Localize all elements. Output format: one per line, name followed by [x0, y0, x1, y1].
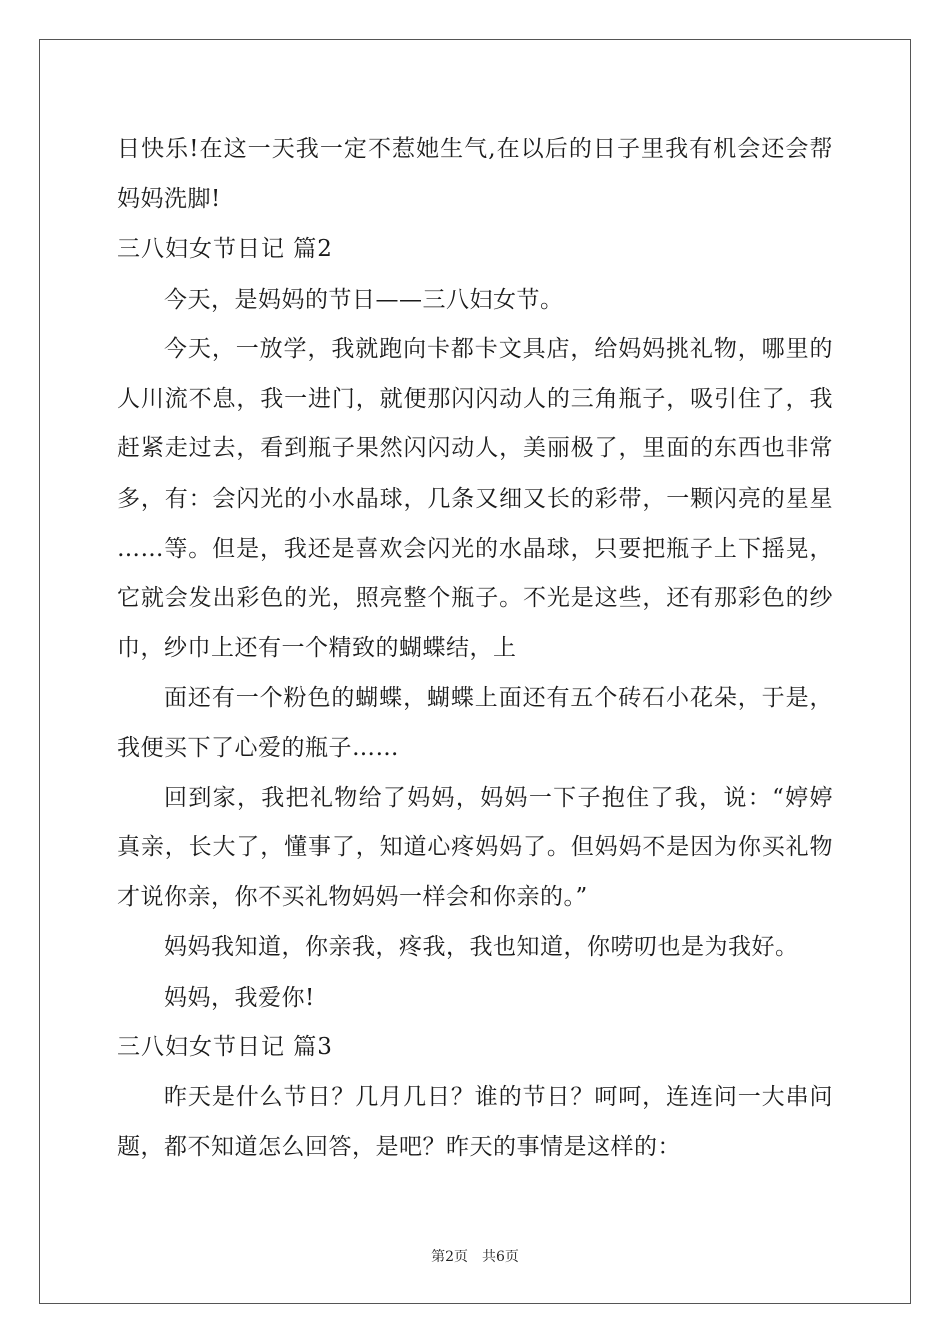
- body-line: 人川流不息，我一进门，就便那闪闪动人的三角瓶子，吸引住了，我: [117, 386, 833, 412]
- body-line: 回到家，我把礼物给了妈妈，妈妈一下子抱住了我，说：“婷婷: [164, 785, 833, 811]
- body-line: 昨天是什么节日？几月几日？谁的节日？呵呵，连连问一大串问: [164, 1084, 833, 1110]
- body-line: 日快乐!在这一天我一定不惹她生气,在以后的日子里我有机会还会帮: [117, 136, 833, 162]
- section-heading: 三八妇女节日记 篇3: [117, 1034, 333, 1060]
- body-line: 才说你亲，你不买礼物妈妈一样会和你亲的。”: [117, 884, 588, 910]
- body-line: 妈妈，我爱你!: [164, 985, 315, 1011]
- body-line: ……等。但是，我还是喜欢会闪光的水晶球，只要把瓶子上下摇晃，: [117, 536, 833, 562]
- body-line: 妈妈洗脚!: [117, 186, 221, 212]
- page-footer: [0, 1248, 950, 1266]
- body-line: 妈妈我知道，你亲我，疼我，我也知道，你唠叨也是为我好。: [164, 934, 799, 960]
- body-line: 今天，是妈妈的节日——三八妇女节。: [164, 287, 564, 313]
- body-line: 今天，一放学，我就跑向卡都卡文具店，给妈妈挑礼物，哪里的: [164, 336, 833, 362]
- body-line: 题，都不知道怎么回答，是吧？昨天的事情是这样的：: [117, 1134, 681, 1160]
- body-line: 面还有一个粉色的蝴蝶，蝴蝶上面还有五个砖石小花朵，于是，: [164, 685, 833, 711]
- body-line: 它就会发出彩色的光，照亮整个瓶子。不光是这些，还有那彩色的纱: [117, 585, 833, 611]
- body-line: 赶紧走过去，看到瓶子果然闪闪动人，美丽极了，里面的东西也非常: [117, 435, 833, 461]
- section-heading: 三八妇女节日记 篇2: [117, 236, 333, 262]
- body-line: 巾，纱巾上还有一个精致的蝴蝶结，上: [117, 635, 517, 661]
- page-total: 共6页: [482, 1249, 519, 1265]
- body-line: 多，有：会闪光的小水晶球，几条又细又长的彩带，一颗闪亮的星星: [117, 486, 833, 512]
- page-border: [39, 39, 911, 1304]
- body-line: 我便买下了心爱的瓶子……: [117, 735, 399, 761]
- body-line: 真亲，长大了，懂事了，知道心疼妈妈了。但妈妈不是因为你买礼物: [117, 834, 833, 860]
- page-number: 第2页: [431, 1249, 468, 1265]
